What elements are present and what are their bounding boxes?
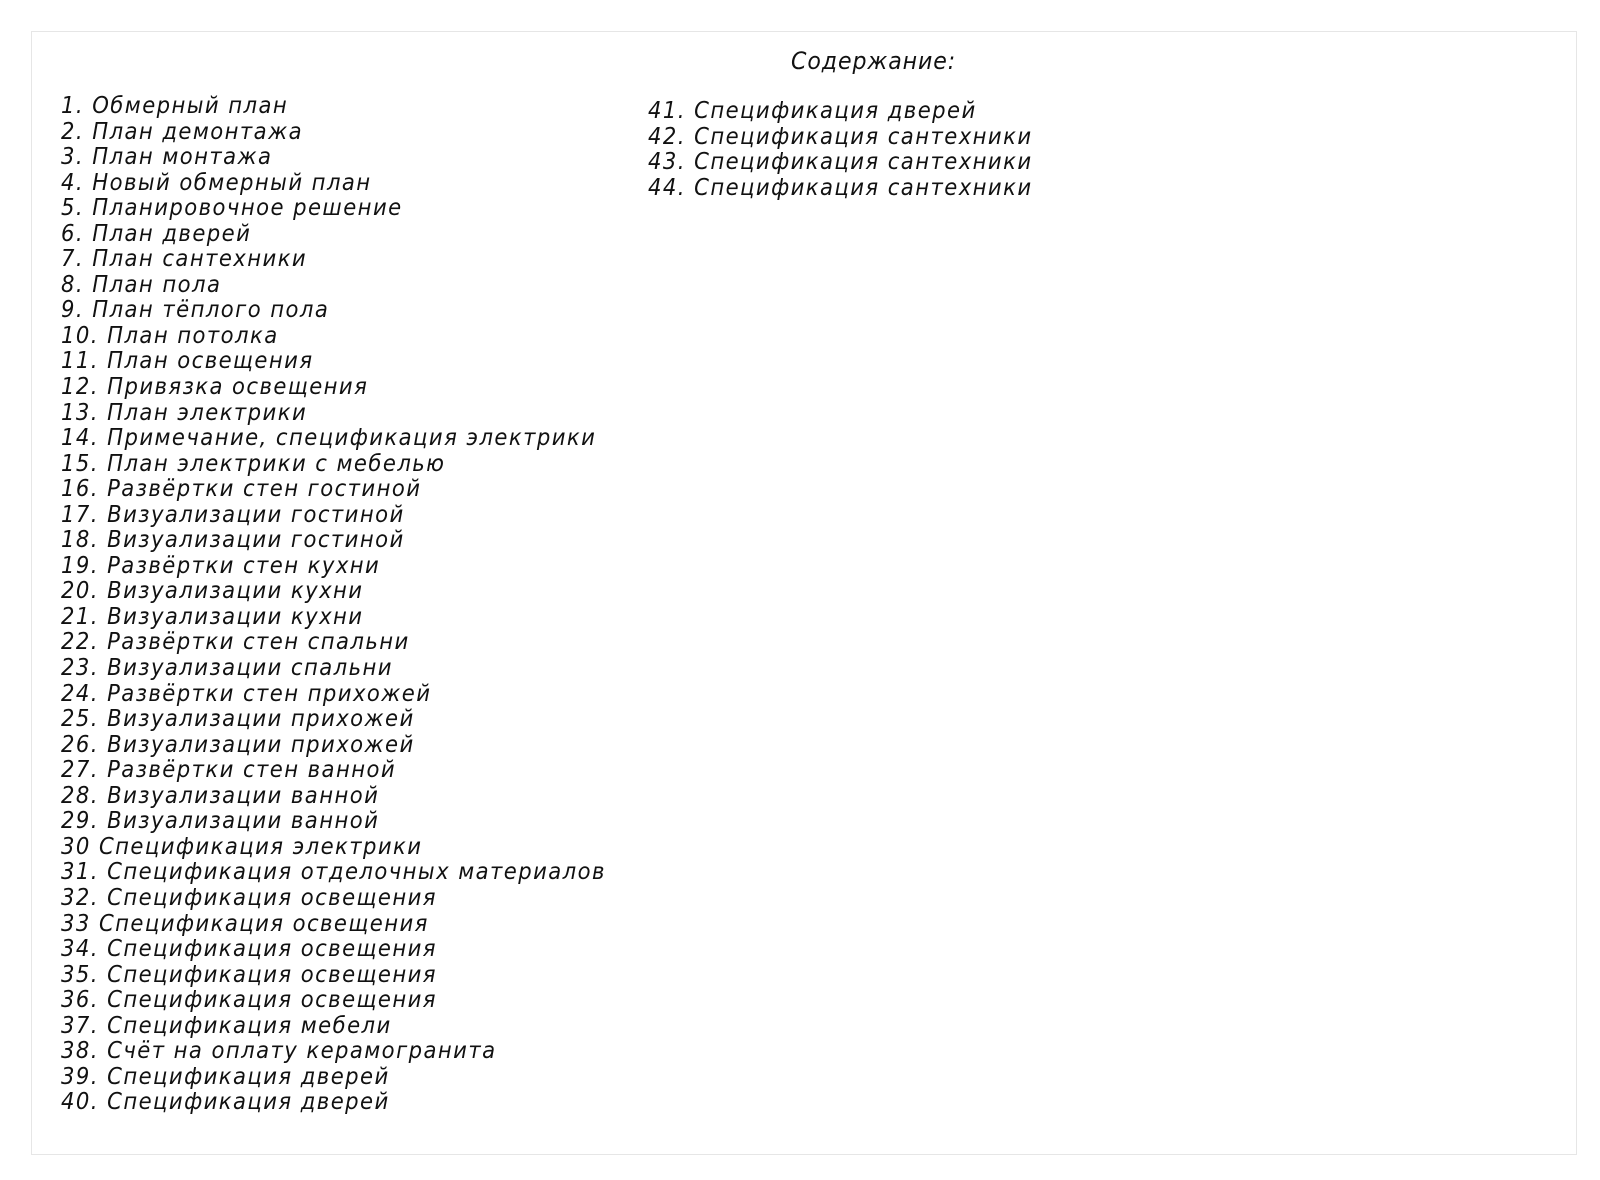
contents-entry: 36. Спецификация освещения [61, 985, 437, 1014]
contents-entry: 21. Визуализации кухни [61, 601, 364, 630]
contents-entry: 26. Визуализации прихожей [61, 729, 415, 758]
contents-entry: 39. Спецификация дверей [61, 1061, 390, 1090]
contents-entry: 18. Визуализации гостиной [61, 525, 405, 554]
contents-entry: 17. Визуализации гостиной [61, 499, 405, 528]
contents-entry: 16. Развёртки стен гостиной [61, 474, 422, 503]
contents-entry: 30 Спецификация электрики [61, 831, 423, 860]
contents-entry: 14. Примечание, спецификация электрики [61, 423, 597, 452]
contents-entry: 5. Планировочное решение [61, 193, 403, 222]
contents-entry: 40. Спецификация дверей [61, 1087, 390, 1116]
contents-entry: 37. Спецификация мебели [61, 1010, 392, 1039]
contents-entry: 35. Спецификация освещения [61, 959, 437, 988]
contents-entry: 19. Развёртки стен кухни [61, 550, 381, 579]
contents-list-right [648, 98, 1075, 200]
contents-entry: 29. Визуализации ванной [61, 806, 380, 835]
contents-entry: 32. Спецификация освещения [61, 882, 437, 911]
contents-entry: 24. Развёртки стен прихожей [61, 678, 432, 707]
contents-entry: 34. Спецификация освещения [61, 934, 437, 963]
contents-entry: 7. План сантехники [61, 244, 308, 273]
contents-entry: 25. Визуализации прихожей [61, 704, 415, 733]
contents-entry: 38. Счёт на оплату керамогранита [61, 1036, 497, 1065]
contents-entry: 10. План потолка [61, 320, 279, 349]
contents-entry: 12. Привязка освещения [61, 372, 369, 401]
contents-entry: 41. Спецификация дверей [648, 96, 977, 124]
contents-title: Содержание: [791, 47, 957, 75]
contents-entry: 13. План электрики [61, 397, 308, 426]
contents-entry: 1. Обмерный план [61, 91, 289, 119]
contents-entry: 22. Развёртки стен спальни [61, 627, 410, 656]
contents-entry: 31. Спецификация отделочных материалов [61, 857, 606, 886]
contents-entry: 44. Спецификация сантехники [648, 172, 1033, 201]
contents-entry: 6. План дверей [61, 218, 252, 247]
contents-entry: 4. Новый обмерный план [61, 167, 372, 196]
contents-entry: 15. План электрики с мебелью [61, 448, 446, 477]
contents-entry: 23. Визуализации спальни [61, 653, 393, 682]
contents-entry: 9. План тёплого пола [61, 295, 330, 324]
contents-entry: 28. Визуализации ванной [61, 780, 380, 809]
contents-entry: 20. Визуализации кухни [61, 576, 364, 605]
contents-entry: 42. Спецификация сантехники [648, 121, 1033, 150]
contents-entry: 8. План пола [61, 269, 222, 298]
contents-entry: 11. План освещения [61, 346, 314, 375]
contents-entry: 43. Спецификация сантехники [648, 147, 1033, 176]
contents-entry: 33 Спецификация освещения [61, 908, 429, 937]
contents-entry: 27. Развёртки стен ванной [61, 755, 397, 784]
contents-list-left [61, 93, 666, 1115]
contents-entry: 2. План демонтажа [61, 116, 303, 145]
contents-entry: 3. План монтажа [61, 142, 273, 171]
